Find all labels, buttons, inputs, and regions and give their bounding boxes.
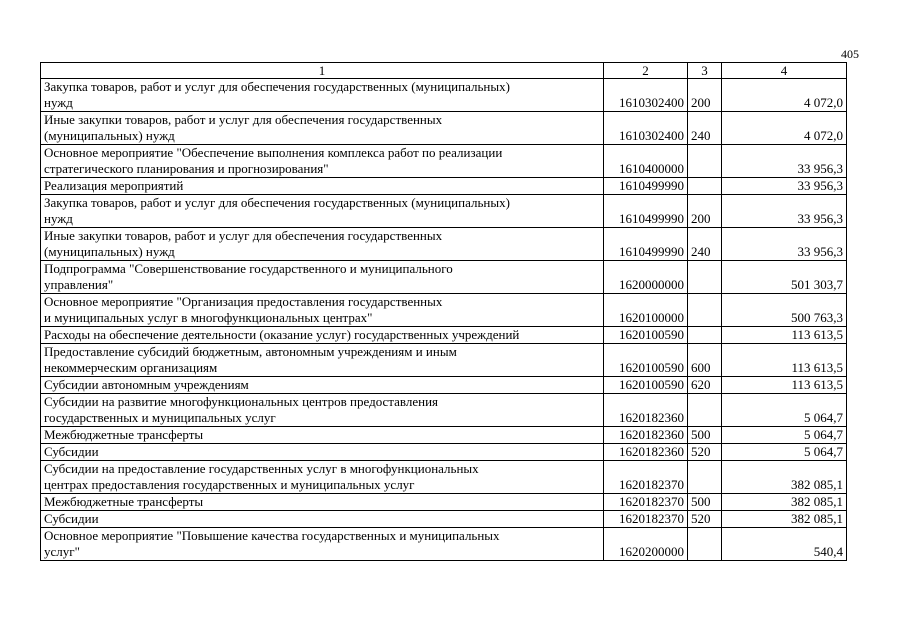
amount-cell: 33 956,3 xyxy=(722,195,847,228)
expense-type-cell xyxy=(688,327,722,344)
target-code-cell: 1620100590 xyxy=(604,327,688,344)
target-code-cell: 1610302400 xyxy=(604,112,688,145)
expense-type-cell: 200 xyxy=(688,79,722,112)
expense-type-cell xyxy=(688,178,722,195)
target-code-cell: 1620182360 xyxy=(604,444,688,461)
table-row xyxy=(41,79,847,112)
amount-cell: 4 072,0 xyxy=(722,112,847,145)
expense-type-cell: 240 xyxy=(688,228,722,261)
column-header-1: 1 xyxy=(41,63,604,79)
table-row xyxy=(41,394,847,427)
table-row xyxy=(41,261,847,294)
table-row xyxy=(41,461,847,494)
expense-name-cell: Субсидии на предоставление государственных услуг в многофункциональных центрах предоставления государственных и муниципальных услуг xyxy=(41,461,604,494)
expense-type-cell: 500 xyxy=(688,494,722,511)
expense-type-cell: 520 xyxy=(688,511,722,528)
table-row xyxy=(41,528,847,561)
table-row xyxy=(41,112,847,145)
budget-table xyxy=(40,62,847,561)
expense-type-cell: 200 xyxy=(688,195,722,228)
target-code-cell: 1620100590 xyxy=(604,377,688,394)
amount-cell: 113 613,5 xyxy=(722,344,847,377)
amount-cell: 113 613,5 xyxy=(722,327,847,344)
table-row xyxy=(41,178,847,195)
target-code-cell: 1620182370 xyxy=(604,494,688,511)
page-number: 405 xyxy=(841,47,859,61)
expense-name-cell: Субсидии xyxy=(41,444,604,461)
expense-type-cell xyxy=(688,461,722,494)
expense-name-cell: Основное мероприятие "Организация предоставления государственных и муниципальных услуг в многофункциональных центрах" xyxy=(41,294,604,327)
expense-type-cell xyxy=(688,145,722,178)
table-row xyxy=(41,377,847,394)
expense-type-cell: 600 xyxy=(688,344,722,377)
amount-cell: 382 085,1 xyxy=(722,494,847,511)
target-code-cell: 1620182360 xyxy=(604,394,688,427)
amount-cell: 5 064,7 xyxy=(722,444,847,461)
target-code-cell: 1610499990 xyxy=(604,228,688,261)
expense-type-cell: 240 xyxy=(688,112,722,145)
amount-cell: 500 763,3 xyxy=(722,294,847,327)
amount-cell: 4 072,0 xyxy=(722,79,847,112)
target-code-cell: 1620182370 xyxy=(604,461,688,494)
amount-cell: 382 085,1 xyxy=(722,461,847,494)
expense-type-cell xyxy=(688,261,722,294)
target-code-cell: 1620100000 xyxy=(604,294,688,327)
target-code-cell: 1610499990 xyxy=(604,195,688,228)
table-row xyxy=(41,494,847,511)
expense-name-cell: Расходы на обеспечение деятельности (оказание услуг) государственных учреждений xyxy=(41,327,604,344)
target-code-cell: 1620182360 xyxy=(604,427,688,444)
table-row xyxy=(41,294,847,327)
amount-cell: 113 613,5 xyxy=(722,377,847,394)
column-header-4: 4 xyxy=(722,63,847,79)
table-row xyxy=(41,195,847,228)
table-row xyxy=(41,145,847,178)
expense-name-cell: Субсидии автономным учреждениям xyxy=(41,377,604,394)
expense-type-cell xyxy=(688,394,722,427)
column-header-3: 3 xyxy=(688,63,722,79)
table-row xyxy=(41,427,847,444)
expense-name-cell: Реализация мероприятий xyxy=(41,178,604,195)
expense-type-cell: 500 xyxy=(688,427,722,444)
target-code-cell: 1620200000 xyxy=(604,528,688,561)
amount-cell: 33 956,3 xyxy=(722,145,847,178)
table-row xyxy=(41,511,847,528)
table-row xyxy=(41,228,847,261)
target-code-cell: 1610499990 xyxy=(604,178,688,195)
table-body xyxy=(41,79,847,561)
amount-cell: 540,4 xyxy=(722,528,847,561)
target-code-cell: 1620000000 xyxy=(604,261,688,294)
amount-cell: 33 956,3 xyxy=(722,228,847,261)
expense-type-cell: 520 xyxy=(688,444,722,461)
expense-name-cell: Иные закупки товаров, работ и услуг для обеспечения государственных (муниципальных) нужд xyxy=(41,228,604,261)
expense-name-cell: Основное мероприятие "Повышение качества государственных и муниципальных услуг" xyxy=(41,528,604,561)
target-code-cell: 1620182370 xyxy=(604,511,688,528)
target-code-cell: 1620100590 xyxy=(604,344,688,377)
expense-name-cell: Предоставление субсидий бюджетным, автономным учреждениям и иным некоммерческим организациям xyxy=(41,344,604,377)
expense-name-cell: Закупка товаров, работ и услуг для обеспечения государственных (муниципальных) нужд xyxy=(41,79,604,112)
amount-cell: 382 085,1 xyxy=(722,511,847,528)
amount-cell: 5 064,7 xyxy=(722,394,847,427)
table-header-row xyxy=(41,63,847,79)
expense-type-cell: 620 xyxy=(688,377,722,394)
expense-name-cell: Субсидии на развитие многофункциональных центров предоставления государственных и муниципальных услуг xyxy=(41,394,604,427)
table-row xyxy=(41,444,847,461)
expense-type-cell xyxy=(688,294,722,327)
expense-name-cell: Закупка товаров, работ и услуг для обеспечения государственных (муниципальных) нужд xyxy=(41,195,604,228)
amount-cell: 501 303,7 xyxy=(722,261,847,294)
table-row xyxy=(41,344,847,377)
column-header-2: 2 xyxy=(604,63,688,79)
expense-name-cell: Межбюджетные трансферты xyxy=(41,494,604,511)
expense-name-cell: Подпрограмма "Совершенствование государственного и муниципального управления" xyxy=(41,261,604,294)
amount-cell: 5 064,7 xyxy=(722,427,847,444)
target-code-cell: 1610302400 xyxy=(604,79,688,112)
amount-cell: 33 956,3 xyxy=(722,178,847,195)
table-row xyxy=(41,327,847,344)
expense-name-cell: Субсидии xyxy=(41,511,604,528)
expense-type-cell xyxy=(688,528,722,561)
expense-name-cell: Межбюджетные трансферты xyxy=(41,427,604,444)
expense-name-cell: Иные закупки товаров, работ и услуг для обеспечения государственных (муниципальных) нужд xyxy=(41,112,604,145)
expense-name-cell: Основное мероприятие "Обеспечение выполнения комплекса работ по реализации стратегического планирования и прогнозирования" xyxy=(41,145,604,178)
target-code-cell: 1610400000 xyxy=(604,145,688,178)
